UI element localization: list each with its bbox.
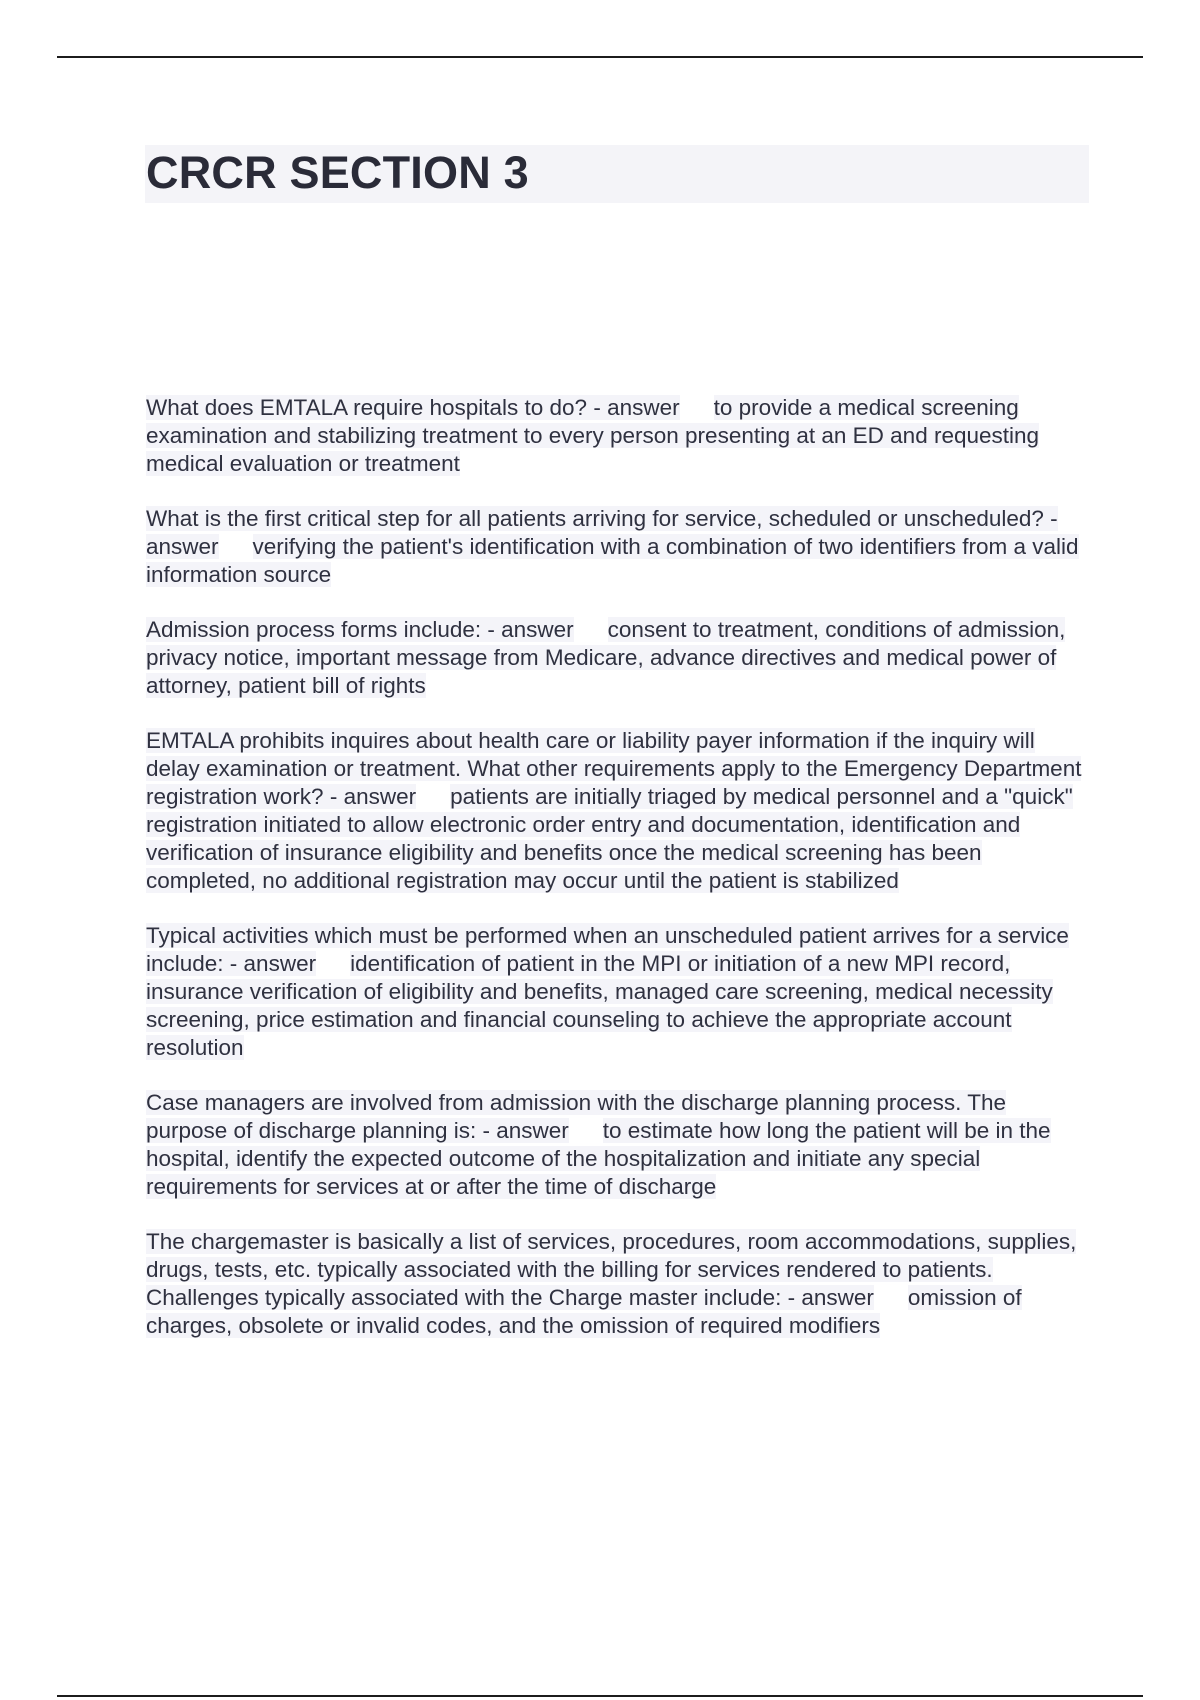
answer-text: identification of patient in the MPI or initiation of a new MPI record, insurance verification of eligibility and benefits, managed care screening, medical necessity screening, price estimation and financial counseling to achieve the appropriate account resolution <box>146 951 1053 1060</box>
qa-item <box>146 1228 1086 1340</box>
answer-text: to provide a medical screening examination and stabilizing treatment to every person presenting at an ED and requesting medical evaluation or treatment <box>146 395 1040 476</box>
qa-item <box>146 727 1086 895</box>
page-title: CRCR SECTION 3 <box>146 147 529 198</box>
question-text: What does EMTALA require hospitals to do? - answer <box>146 395 680 420</box>
answer-text: to estimate how long the patient will be in the hospital, identify the expected outcome of the hospitalization and initiate any special requirements for services at or after the time of discharge <box>146 1118 1051 1199</box>
answer-text: consent to treatment, conditions of admission, privacy notice, important message from Medicare, advance directives and medical power of attorney, patient bill of rights <box>146 617 1066 698</box>
qa-item <box>146 922 1086 1062</box>
qa-item <box>146 394 1086 478</box>
qa-list <box>146 394 1086 1367</box>
question-text: Admission process forms include: - answer <box>146 617 574 642</box>
qa-item <box>146 505 1086 589</box>
answer-text: omission of charges, obsolete or invalid codes, and the omission of required modifiers <box>146 1285 1022 1338</box>
answer-text: patients are initially triaged by medical personnel and a "quick" registration initiated to allow electronic order entry and documentation, identification and verification of insurance eligibility and benefits once the medical screening has been completed, no additional registration may occur until the patient is stabilized <box>146 784 1073 893</box>
bottom-rule <box>57 1695 1143 1697</box>
question-text: Case managers are involved from admission with the discharge planning process. The purpose of discharge planning is: - answer <box>146 1090 1007 1143</box>
top-rule <box>57 56 1143 58</box>
question-text: EMTALA prohibits inquires about health care or liability payer information if the inquiry will delay examination or treatment. What other requirements apply to the Emergency Department registration work? - answer <box>146 728 1082 809</box>
question-text: What is the first critical step for all patients arriving for service, scheduled or unscheduled? - answer <box>146 506 1058 559</box>
qa-item <box>146 616 1086 700</box>
answer-text: verifying the patient's identification with a combination of two identifiers from a valid information source <box>146 534 1079 587</box>
question-text: Typical activities which must be performed when an unscheduled patient arrives for a service include: - answer <box>146 923 1069 976</box>
qa-item <box>146 1089 1086 1201</box>
question-text: The chargemaster is basically a list of services, procedures, room accommodations, supplies, drugs, tests, etc. typically associated with the billing for services rendered to patients. Challenges typically associated with the Charge master include: - answer <box>146 1229 1077 1310</box>
